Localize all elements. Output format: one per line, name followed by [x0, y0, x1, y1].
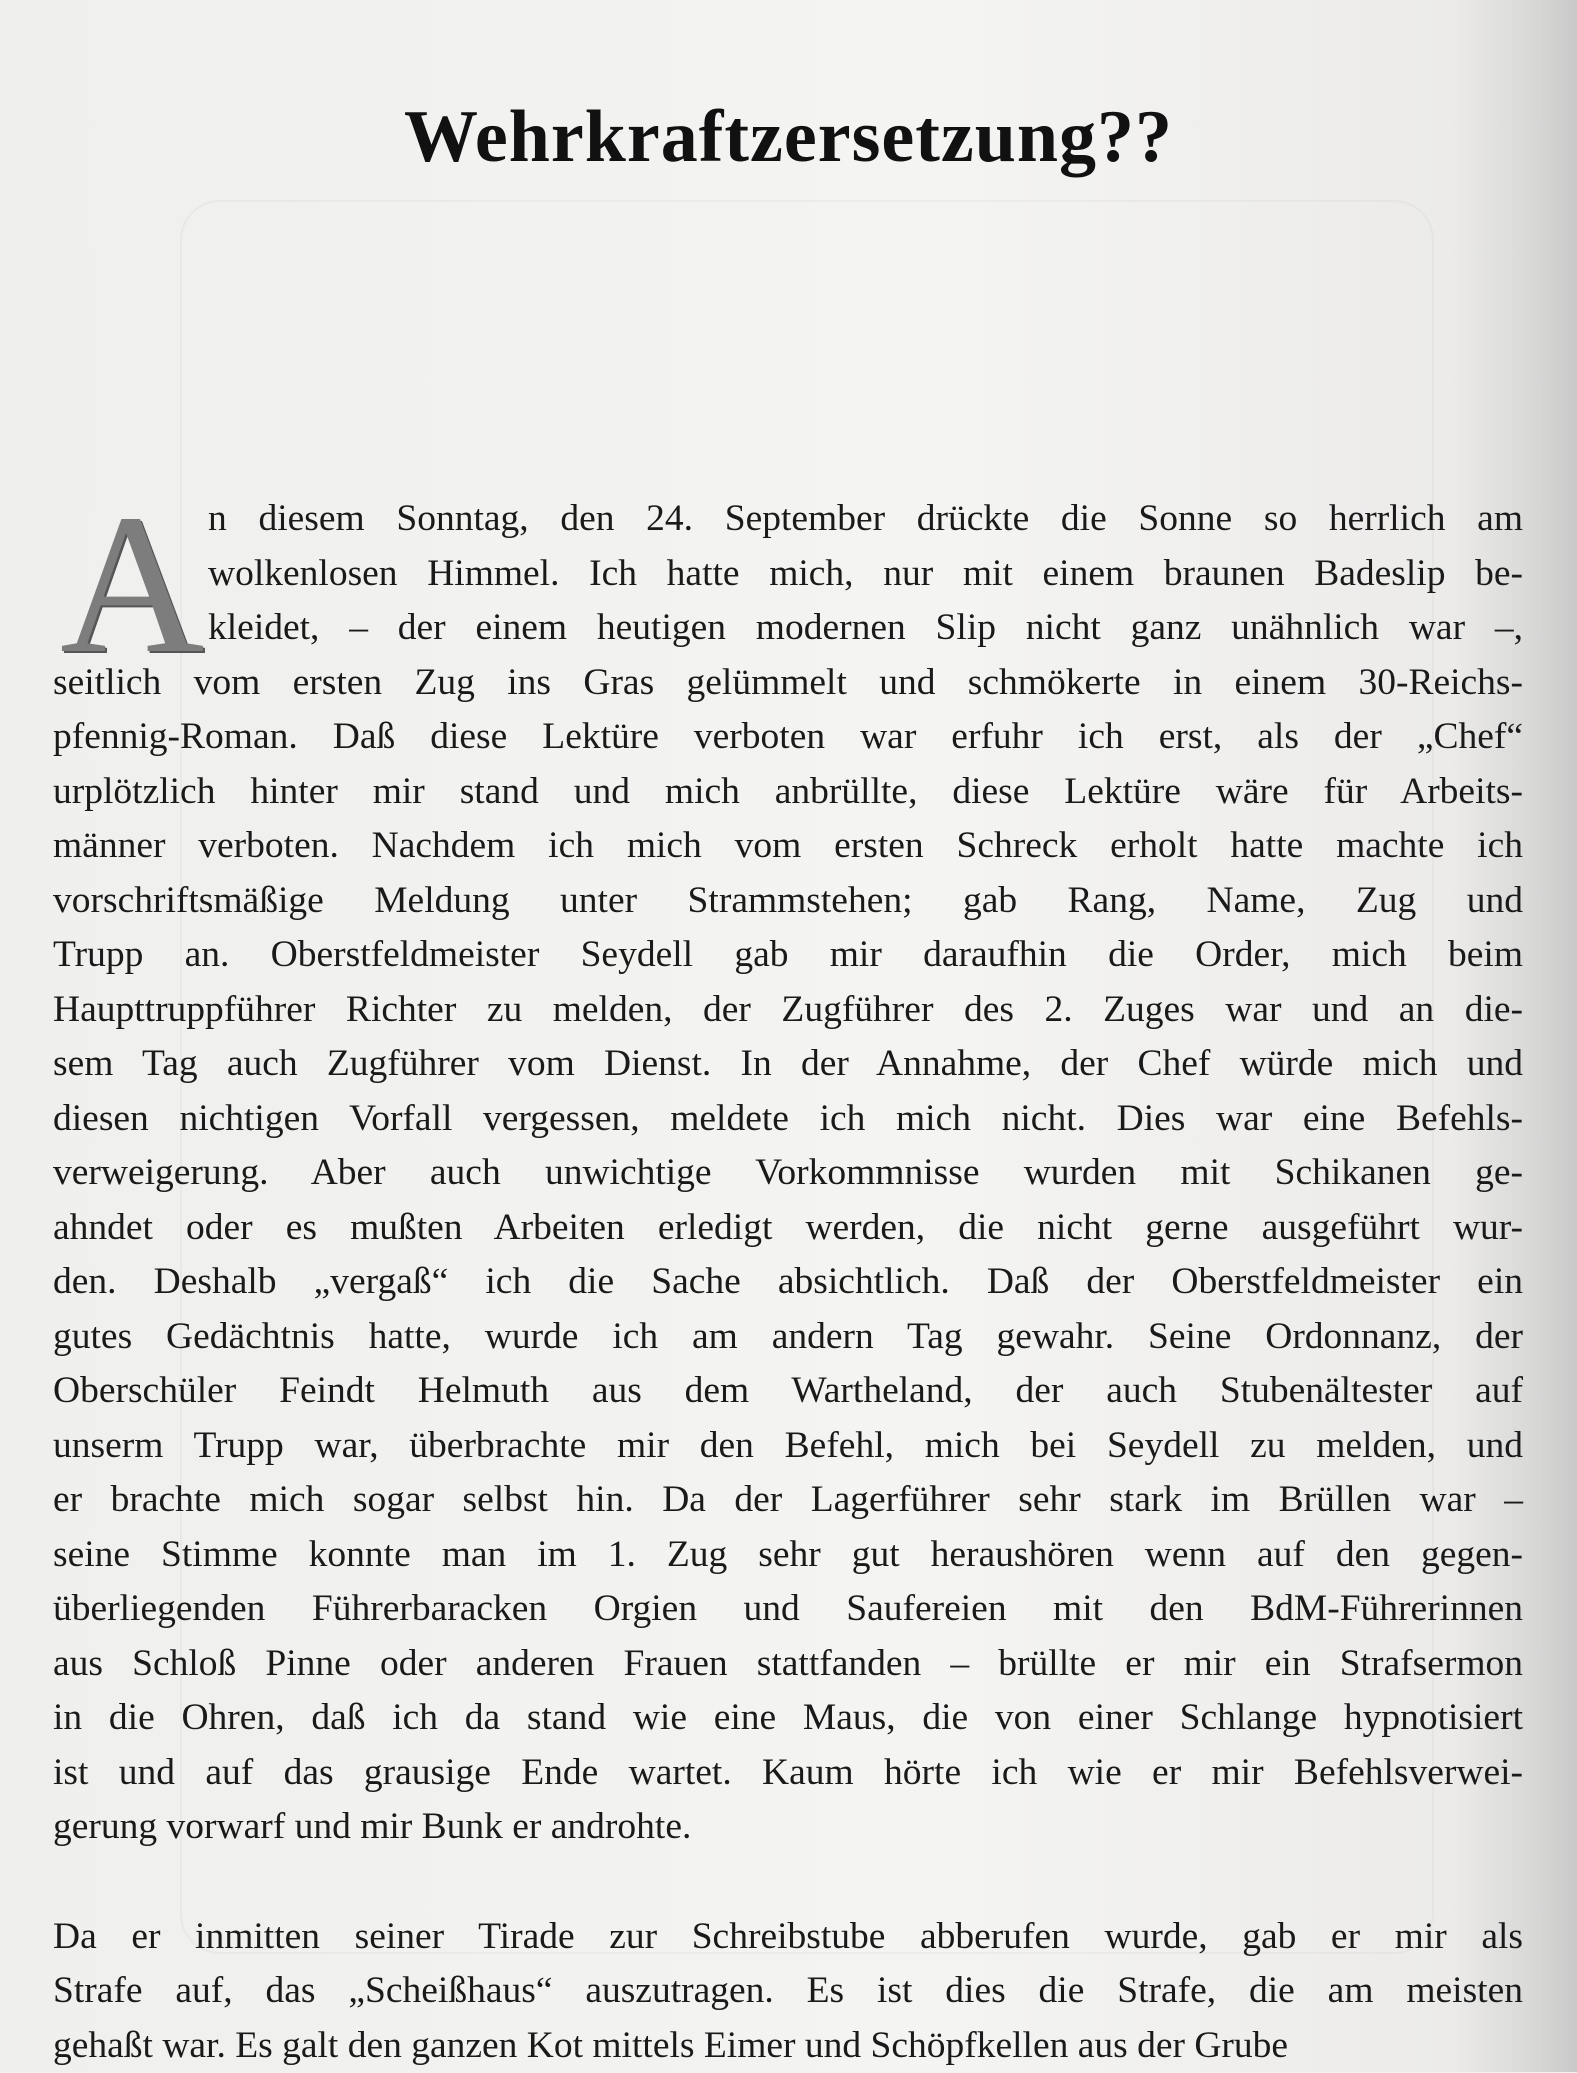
- text-line: den. Deshalb „vergaß“ ich die Sache absichtlich. Daß der Oberstfeldmeister ein: [53, 1255, 1523, 1310]
- text-line: ist und auf das grausige Ende wartet. Kaum hörte ich wie er mir Befehlsverwei-: [53, 1746, 1523, 1801]
- text-line: gerung vorwarf und mir Bunk er androhte.: [53, 1800, 1523, 1855]
- body-text: [53, 492, 1523, 2073]
- text-line: aus Schloß Pinne oder anderen Frauen stattfanden – brüllte er mir ein Strafsermon: [53, 1637, 1523, 1692]
- text-line: Trupp an. Oberstfeldmeister Seydell gab mir daraufhin die Order, mich beim: [53, 928, 1523, 983]
- text-line: verweigerung. Aber auch unwichtige Vorkommnisse wurden mit Schikanen ge-: [53, 1146, 1523, 1201]
- text-line: in die Ohren, daß ich da stand wie eine Maus, die von einer Schlange hypnotisiert: [53, 1691, 1523, 1746]
- text-line: urplötzlich hinter mir stand und mich anbrüllte, diese Lektüre wäre für Arbeits-: [53, 765, 1523, 820]
- paragraph-gap: [53, 1855, 1523, 1910]
- text-line: unserm Trupp war, überbrachte mir den Befehl, mich bei Seydell zu melden, und: [53, 1419, 1523, 1474]
- text-line: er brachte mich sogar selbst hin. Da der Lagerführer sehr stark im Brüllen war –: [53, 1473, 1523, 1528]
- text-line: seine Stimme konnte man im 1. Zug sehr gut heraushören wenn auf den gegen-: [53, 1528, 1523, 1583]
- page-title: Wehrkraftzersetzung??: [0, 95, 1577, 180]
- text-line: männer verboten. Nachdem ich mich vom ersten Schreck erholt hatte machte ich: [53, 819, 1523, 874]
- text-line: kleidet, – der einem heutigen modernen Slip nicht ganz unähnlich war –,: [53, 601, 1523, 656]
- text-line: seitlich vom ersten Zug ins Gras gelümmelt und schmökerte in einem 30-Reichs-: [53, 656, 1523, 711]
- text-line: diesen nichtigen Vorfall vergessen, meldete ich mich nicht. Dies war eine Befehls-: [53, 1092, 1523, 1147]
- text-line: ahndet oder es mußten Arbeiten erledigt werden, die nicht gerne ausgeführt wur-: [53, 1201, 1523, 1256]
- paragraph-2: [53, 1910, 1523, 2073]
- text-line: Strafe auf, das „Scheißhaus“ auszutragen. Es ist dies die Strafe, die am meisten: [53, 1964, 1523, 2019]
- text-line: Oberschüler Feindt Helmuth aus dem Wartheland, der auch Stubenältester auf: [53, 1364, 1523, 1419]
- text-line: überliegenden Führerbaracken Orgien und Saufereien mit den BdM-Führerinnen: [53, 1582, 1523, 1637]
- text-line: n diesem Sonntag, den 24. September drückte die Sonne so herrlich am: [53, 492, 1523, 547]
- text-line: Haupttruppführer Richter zu melden, der Zugführer des 2. Zuges war und an die-: [53, 983, 1523, 1038]
- drop-cap: A: [60, 500, 204, 670]
- paragraph-1: [53, 492, 1523, 1855]
- text-line: wolkenlosen Himmel. Ich hatte mich, nur mit einem braunen Badeslip be-: [53, 547, 1523, 602]
- text-line: gutes Gedächtnis hatte, wurde ich am andern Tag gewahr. Seine Ordonnanz, der: [53, 1310, 1523, 1365]
- text-line: sem Tag auch Zugführer vom Dienst. In der Annahme, der Chef würde mich und: [53, 1037, 1523, 1092]
- text-line: gehaßt war. Es galt den ganzen Kot mittels Eimer und Schöpfkellen aus der Grube: [53, 2019, 1523, 2073]
- text-line: pfennig-Roman. Daß diese Lektüre verboten war erfuhr ich erst, als der „Chef“: [53, 710, 1523, 765]
- text-line: Da er inmitten seiner Tirade zur Schreibstube abberufen wurde, gab er mir als: [53, 1910, 1523, 1965]
- text-line: vorschriftsmäßige Meldung unter Strammstehen; gab Rang, Name, Zug und: [53, 874, 1523, 929]
